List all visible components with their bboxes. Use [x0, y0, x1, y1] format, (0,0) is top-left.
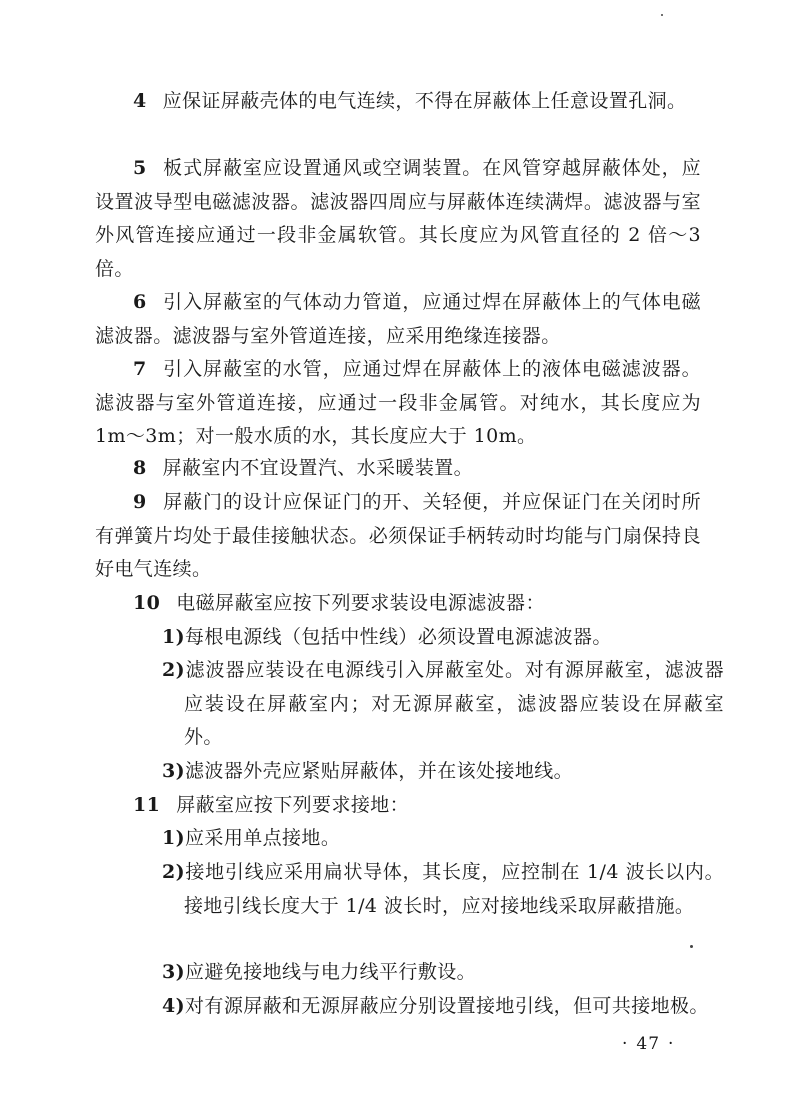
clause-text: 屏蔽室应按下列要求接地：: [176, 794, 410, 816]
clause-4: [95, 85, 701, 119]
item-number: 1): [162, 626, 186, 648]
clause-text: 引入屏蔽室的水管，应通过焊在屏蔽体上的液体电磁滤波器。滤波器与室外管道连接，应通过一段非金属管。对纯水，其长度应为 1m～3m；对一般水质的水，其长度应大于 10m。: [95, 358, 701, 447]
item-text: 应避免接地线与电力线平行敷设。: [185, 961, 477, 983]
clause-number: 8: [133, 457, 147, 479]
page-number: [614, 1034, 682, 1054]
clause-11-item-1: [162, 822, 724, 856]
clause-10: [95, 587, 701, 621]
clause-10-item-2: [162, 654, 724, 755]
clause-11-item-3: [162, 956, 724, 990]
clause-text: 板式屏蔽室应设置通风或空调装置。在风管穿越屏蔽体处，应设置波导型电磁滤波器。滤波器四周应与屏蔽体连续满焊。滤波器与室外风管连接应通过一段非金属软管。其长度应为风管直径的 2 倍～3 倍。: [95, 157, 701, 280]
item-text: 滤波器应装设在电源线引入屏蔽室处。对有源屏蔽室，滤波器应装设在屏蔽室内；对无源屏蔽室，滤波器应装设在屏蔽室外。: [184, 659, 724, 748]
item-text: 滤波器外壳应紧贴屏蔽体，并在该处接地线。: [185, 760, 574, 782]
item-number: 2): [162, 861, 186, 883]
item-number: 4): [162, 995, 186, 1017]
item-number: 3): [162, 760, 186, 782]
clause-7: [95, 353, 701, 454]
clause-number: 7: [133, 358, 147, 380]
clause-number: 10: [133, 592, 161, 614]
scan-speck: [661, 14, 663, 16]
clause-number: 5: [133, 157, 147, 179]
clause-11: [95, 789, 701, 823]
item-number: 3): [162, 961, 186, 983]
page-number-value: 47: [636, 1034, 661, 1054]
bullet-left: ·: [622, 1034, 629, 1054]
bullet-right: ·: [668, 1034, 675, 1054]
clause-10-item-3: [162, 755, 724, 789]
item-text: 接地引线应采用扁状导体，其长度，应控制在 1/4 波长以内。接地引线长度大于 1/4 波长时，应对接地线采取屏蔽措施。: [184, 861, 724, 917]
clause-number: 11: [133, 794, 161, 816]
clause-number: 9: [133, 491, 147, 513]
item-number: 2): [162, 659, 186, 681]
item-text: 每根电源线（包括中性线）必须设置电源滤波器。: [185, 626, 612, 648]
clause-8: [95, 452, 701, 486]
clause-text: 应保证屏蔽壳体的电气连续，不得在屏蔽体上任意设置孔洞。: [162, 90, 687, 112]
clause-5: [95, 152, 701, 286]
clause-number: 6: [133, 291, 147, 313]
clause-10-item-1: [162, 621, 724, 655]
clause-number: 4: [133, 90, 147, 112]
clause-text: 屏蔽室内不宜设置汽、水采暖装置。: [162, 457, 474, 479]
clause-11-item-2: [162, 856, 724, 923]
clause-text: 引入屏蔽室的气体动力管道，应通过焊在屏蔽体上的气体电磁滤波器。滤波器与室外管道连接，应采用绝缘连接器。: [95, 291, 701, 347]
scan-speck: [690, 945, 693, 948]
item-text: 对有源屏蔽和无源屏蔽应分别设置接地引线，但可共接地极。: [185, 995, 709, 1017]
item-number: 1): [162, 827, 186, 849]
clause-text: 电磁屏蔽室应按下列要求装设电源滤波器：: [176, 592, 545, 614]
clause-6: [95, 286, 701, 353]
clause-11-item-4: [162, 990, 724, 1024]
clause-text: 屏蔽门的设计应保证门的开、关轻便，并应保证门在关闭时所有弹簧片均处于最佳接触状态。必须保证手柄转动时均能与门扇保持良好电气连续。: [95, 491, 701, 580]
item-text: 应采用单点接地。: [185, 827, 341, 849]
clause-9: [95, 486, 701, 587]
